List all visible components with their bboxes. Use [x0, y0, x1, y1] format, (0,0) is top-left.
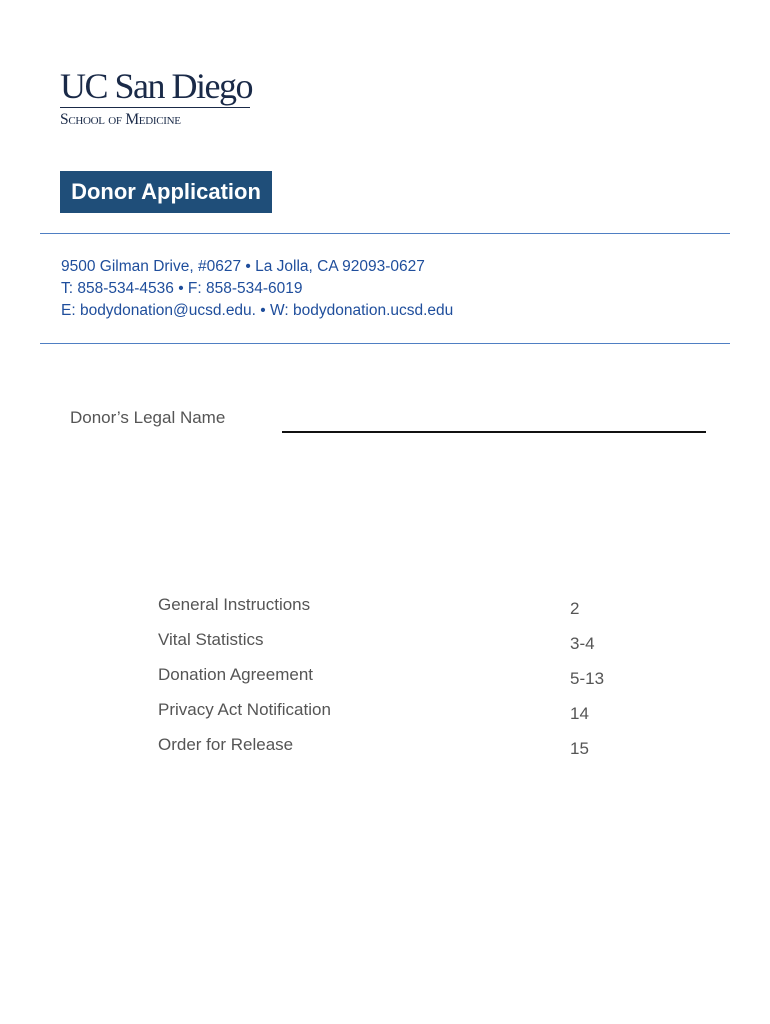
toc-row [158, 592, 618, 627]
toc-section-name: Order for Release [158, 735, 294, 754]
logo-wordmark: UC San Diego [60, 66, 252, 106]
bottom-divider [40, 343, 730, 344]
contact-address: 9500 Gilman Drive, #0627 • La Jolla, CA 92093-0627 [61, 258, 425, 275]
toc-page-range: 3-4 [570, 634, 595, 653]
legal-name-label: Donor’s Legal Name [70, 408, 226, 427]
toc-row [158, 662, 618, 697]
contact-phone-fax: T: 858-534-4536 • F: 858-534-6019 [61, 280, 303, 297]
ucsd-school-of-medicine-logo [60, 68, 250, 129]
table-of-contents [158, 592, 618, 767]
toc-section-name: Vital Statistics [158, 630, 264, 649]
toc-page-range: 2 [570, 599, 580, 618]
contact-info [61, 256, 453, 322]
toc-row [158, 627, 618, 662]
toc-page-range: 14 [570, 704, 589, 723]
toc-section-name: General Instructions [158, 595, 311, 614]
toc-section-name: Donation Agreement [158, 665, 313, 684]
legal-name-field[interactable] [282, 431, 706, 433]
toc-section-name: Privacy Act Notification [158, 700, 331, 719]
top-divider [40, 233, 730, 234]
toc-row [158, 732, 618, 767]
toc-row [158, 697, 618, 732]
toc-page-range: 5-13 [570, 669, 605, 688]
toc-page-range: 15 [570, 739, 589, 758]
contact-email-web: E: bodydonation@ucsd.edu. • W: bodydonation.ucsd.edu [61, 302, 454, 319]
logo-subtitle: School of Medicine [60, 111, 181, 128]
document-title: Donor Application [60, 171, 272, 213]
